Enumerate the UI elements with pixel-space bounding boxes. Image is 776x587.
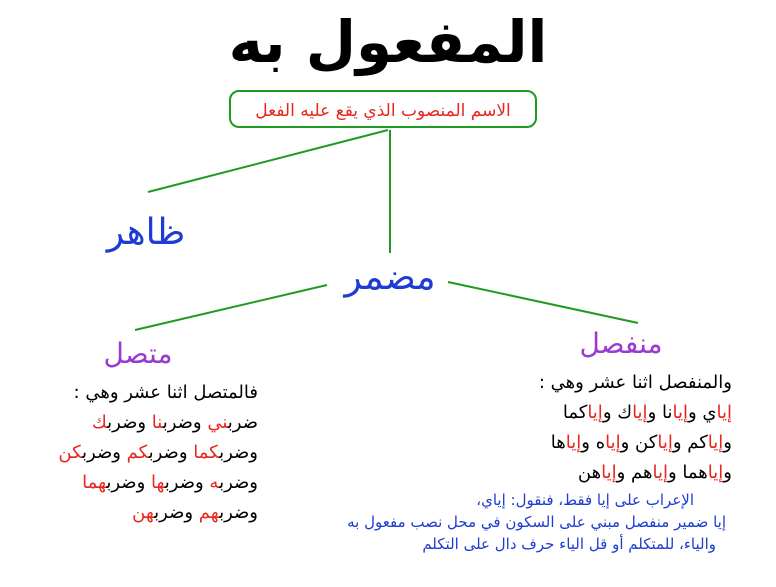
highlight-segment: إيا [565,432,582,453]
text-segment: ها [550,432,566,453]
text-segment: نا و [647,402,673,423]
munfasil-line [539,398,732,428]
branch-munfasil: منفصل [579,327,663,360]
muttasil-list [58,378,258,528]
munfasil-line [539,458,732,488]
branch-zahir: ظاهر [106,212,186,253]
irab-note-line: إيا ضمير منفصل مبني على السكون في محل نصب مفعول به [347,513,726,531]
text-segment: و [723,462,732,483]
highlight-segment: هما [82,472,107,493]
text-segment: ه و [581,432,606,453]
page-title: المفعول به [228,8,548,76]
irab-note-line: الإعراب على إيا فقط، فنقول: إياي، [476,491,694,509]
text-segment: وضرب [164,472,210,493]
highlight-segment: كما [193,442,220,463]
text-segment: ي و [687,402,717,423]
text-segment: وضرب [219,502,258,523]
text-segment: و [723,432,732,453]
munfasil-line [539,428,732,458]
branch-muttasil: متصل [103,337,173,370]
highlight-segment: ه [209,472,220,493]
text-segment: ضرب [227,412,258,433]
connector-mudmar-to-muttasil [135,285,327,330]
text-segment: هن [577,462,602,483]
text-segment: وضرب [107,412,152,433]
text-segment: هم و [616,462,653,483]
text-segment: وضرب [148,442,194,463]
text-segment: هما و [668,462,708,483]
munfasil-list [539,368,732,488]
highlight-segment: إيا [707,432,724,453]
text-segment: وضرب [106,472,151,493]
highlight-segment: هم [198,502,220,523]
highlight-segment: إيا [716,402,732,423]
highlight-segment: ها [151,472,165,493]
highlight-segment: إيا [605,432,621,453]
connector-mudmar-to-munfasil [448,282,638,323]
highlight-segment: إيا [652,462,668,483]
highlight-segment: كن [58,442,83,463]
highlight-segment: إيا [707,462,724,483]
highlight-segment: إيا [587,402,603,423]
text-segment: وضرب [219,442,258,463]
text-segment: كن و [620,432,658,453]
highlight-segment: إيا [657,432,673,453]
muttasil-line [58,438,258,468]
irab-note-line: والياء، للمتكلم أو قل الياء حرف دال على التكلم [422,535,716,553]
highlight-segment: إيا [601,462,617,483]
muttasil-line [58,468,258,498]
text-segment: كم و [672,432,708,453]
munfasil-intro: والمنفصل اثنا عشر وهي : [538,372,732,393]
highlight-segment: ك [91,412,108,433]
text-segment: كما [562,402,588,423]
text-segment: وضرب [154,502,199,523]
highlight-segment: هن [132,502,155,523]
muttasil-line [58,498,258,528]
text-segment: ك و [602,402,633,423]
highlight-segment: كم [126,442,149,463]
highlight-segment: إيا [672,402,688,423]
branch-mudmar: مضمر [344,257,436,298]
text-segment: وضرب [162,412,208,433]
muttasil-line [58,408,258,438]
connector-def-to-zahir [148,130,388,192]
text-segment: وضرب [219,472,258,493]
muttasil-intro: فالمتصل اثنا عشر وهي : [73,382,258,403]
irab-note [347,489,726,555]
definition-box: الاسم المنصوب الذي يقع عليه الفعل [229,90,537,128]
text-segment: وضرب [82,442,127,463]
highlight-segment: ني [207,412,228,433]
highlight-segment: نا [151,412,163,433]
highlight-segment: إيا [632,402,648,423]
